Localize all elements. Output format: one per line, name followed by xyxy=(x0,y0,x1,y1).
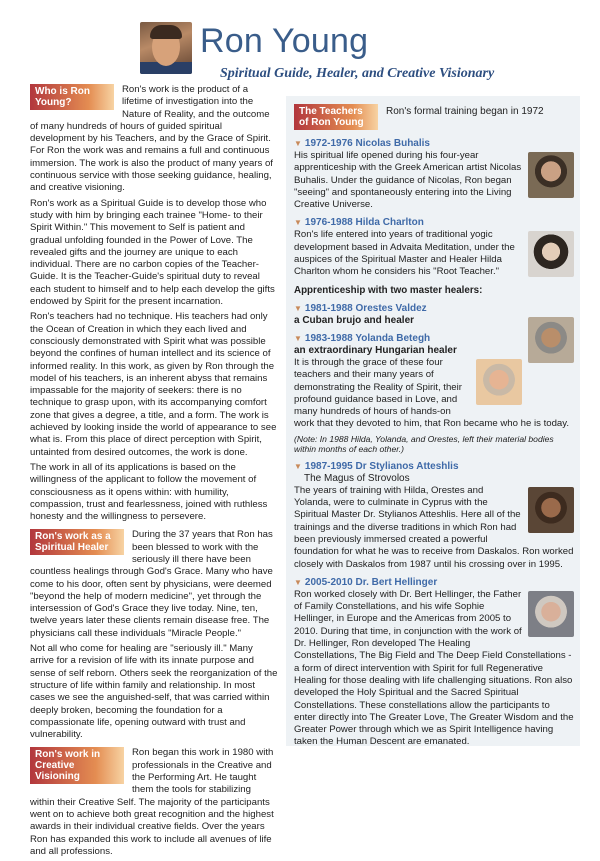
teacher-5-text: The years of training with Hilda, Orestes and Yolanda, were to culminate in Cyprus with the Spiritual Master Dr. Stylianos Atteshlis. Here all of the trainings and the diverse traditions in which Ron had been previously immersed created a powerful foundation for what he was to receive from Daskalos. Ron worked closely with Daskalos from 1987 until his crossing over in 1995. xyxy=(294,484,574,570)
healer-section xyxy=(30,529,278,741)
who-section xyxy=(30,84,278,523)
yolanda-betegh-portrait xyxy=(476,359,522,405)
orestes-valdez-portrait xyxy=(528,317,574,363)
who-paragraph-2: Ron's work as a Spiritual Guide is to develop those who study with him by bringing each trainee "Home- to their Spirit Within." This movement to Self is patient and gradual unfolding founded in the Power of Love. The revealed gifts and the journey are unique to each individual. There are no carbon copies of the Teacher-Guide. It is the Teacher-Guide's spiritual duty to reveal each student to himself and to help each develop the gifts endowed by Spirit for the present incarnation. xyxy=(30,197,275,308)
teacher-4-text: It is through the grace of these four teachers and their many years of demonstrating the Reality of Spirit, their profound guidance based in Love, and many hundreds of hours of hands-on work that they devoted to him, that Ron became who he is today. xyxy=(294,356,569,430)
teacher-4-subtitle: an extraordinary Hungarian healer xyxy=(294,344,457,356)
teachers-panel xyxy=(286,96,580,746)
teacher-1-heading: ▼ 1972-1976 Nicolas Buhalis xyxy=(294,138,430,149)
triangle-bullet-icon: ▼ xyxy=(294,461,302,471)
vision-paragraph-1: Ron began this work in 1980 with professionals in the Creative and the Performing Art. He taught them the tools for stabilizing within their Creative Self. The majority of the participants went on to achieve both great recognition and the highest awards in their individual creative fields. Over the years Ron has expanded this work to include all avenues of life and all professions. xyxy=(30,747,274,857)
who-paragraph-3: Ron's teachers had no technique. His teachers had only the Ocean of Creation in which they each lived and consciously demonstrated with Spirit what was possible beyond the confines of human intellect and its science of informed reality. In this work, as given by Ron through the model of his teachers, is an inherent abyss that remains impassable for the majority of seekers: there is no technique to grasp upon, with its accompanying comfort zone that gives a degree, a title, and a form. The work is achieved by looking inside the world of appearance to see what is. From this place of direct perception with Spirit, untainted from desired outcomes, the work is done. xyxy=(30,311,277,458)
teacher-5-subtitle: The Magus of Strovolos xyxy=(304,472,410,484)
triangle-bullet-icon: ▼ xyxy=(294,333,302,343)
page-header xyxy=(0,0,600,82)
triangle-bullet-icon: ▼ xyxy=(294,303,302,313)
teacher-5-heading: ▼ 1987-1995 Dr Stylianos Atteshlis xyxy=(294,460,459,472)
page-title: Ron Young xyxy=(200,22,369,60)
who-paragraph-4: The work in all of its applications is based on the willingness of the applicant to follow the movement of consciousness as it opens within: with humility, compassion, trust and fearlessness, joined with ruthless honesty and the willingness to persevere. xyxy=(30,461,268,523)
healer-paragraph-1: During the 37 years that Ron has been blessed to work with the seriously ill there have been countless healings through God's Grace. Many who have come to his door, often sent by physicians, were deemed "beyond the help of modern medicine", yet through the intersession of God's Grace they live today. Nine, ten, twelve years later these clients remain disease free. The physicians call these individuals "Miracle People." xyxy=(30,529,273,639)
teacher-6-heading: ▼ 2005-2010 Dr. Bert Hellinger xyxy=(294,576,438,588)
apprenticeship-heading: Apprenticeship with two master healers: xyxy=(294,284,483,296)
triangle-bullet-icon: ▼ xyxy=(294,218,302,228)
teacher-6-text: Ron worked closely with Dr. Bert Hellinger, the Father of Family Constellations, and his wife Sophie Hellinger, in Europe and the Americas from 2005 to 2010. During that time, in conjunction with the work of Dr. Hellinger, Ron developed The Healing Constellations, The Big Field and The Deep Field Constellations - a form of direct intervention with Spirit for full Regenerative Healing for those dealing with life challenging situations. Ron also developed the Holy Spiritual and the Sacred Spiritual Constellations. These constellations allow the participants to enter directly into The Greater Love, The Greater Wisdom and the Greater Power through which we as Spirit Intelligence having taken the Human Descent are emanated. xyxy=(294,588,574,748)
teacher-3-subtitle: a Cuban brujo and healer xyxy=(294,314,415,326)
ron-young-photo xyxy=(140,22,192,74)
who-tag: Who is Ron Young? xyxy=(30,84,114,110)
triangle-bullet-icon: ▼ xyxy=(294,139,302,148)
bert-hellinger-portrait xyxy=(528,591,574,637)
teachers-tag: The Teachers of Ron Young xyxy=(294,104,378,130)
training-intro: Ron's formal training began in 1972 xyxy=(386,106,544,117)
teacher-4-note: (Note: In 1988 Hilda, Yolanda, and Orestes, left their material bodies within months of each other.) xyxy=(294,433,554,455)
left-column xyxy=(30,80,278,861)
teacher-2-heading: ▼ 1976-1988 Hilda Charlton xyxy=(294,217,424,229)
triangle-bullet-icon: ▼ xyxy=(294,577,302,587)
vision-tag: Ron's work in Creative Visioning xyxy=(30,747,124,784)
who-paragraph-1: Ron's work is the product of a lifetime of investigation into the Nature of Reality, and the outcome of many hundreds of hours of guided spiritual development by his Teachers, and by the Grace of Spirit. For Ron the work was and remains a full and continuous immersion. The work is also the product of many years of continuous service with those seeking guidance, healing, and creative visioning. xyxy=(30,84,273,194)
healer-paragraph-2: Not all who come for healing are "seriously ill." Many arrive for a revision of life with its innate purpose and sense of self reborn. Others seek the reorganization of the structure of life within family and relationship. In most cases we see the anguished-self, that was carried within deeply broken, becoming the foundation for a compassionate life, opening outward with trust and vulnerability. xyxy=(30,643,278,741)
teacher-2-text: Ron's life entered into years of traditional yogic development based in Advaita Meditation, under the auspices of the Spiritual Master and Healer Hilda Charlton whom he considers his "Root Teacher." xyxy=(294,229,515,278)
vision-section xyxy=(30,747,278,858)
page-subtitle: Spiritual Guide, Healer, and Creative Visionary xyxy=(220,66,495,81)
teacher-1-text: His spiritual life opened during his four-year apprenticeship with the Greek American artist Nicolas Buhalis. Under the guidance of Nicolas, Ron began "seeing" and spontaneously entering into the Living Creative Universe. xyxy=(294,150,522,211)
stylianos-atteshlis-portrait xyxy=(528,487,574,533)
teacher-4-heading: ▼ 1983-1988 Yolanda Betegh xyxy=(294,332,431,344)
hilda-charlton-portrait xyxy=(528,231,574,277)
healer-tag: Ron's work as a Spiritual Healer xyxy=(30,529,124,555)
nicolas-buhalis-portrait xyxy=(528,152,574,198)
teacher-3-heading: ▼ 1981-1988 Orestes Valdez xyxy=(294,302,427,314)
